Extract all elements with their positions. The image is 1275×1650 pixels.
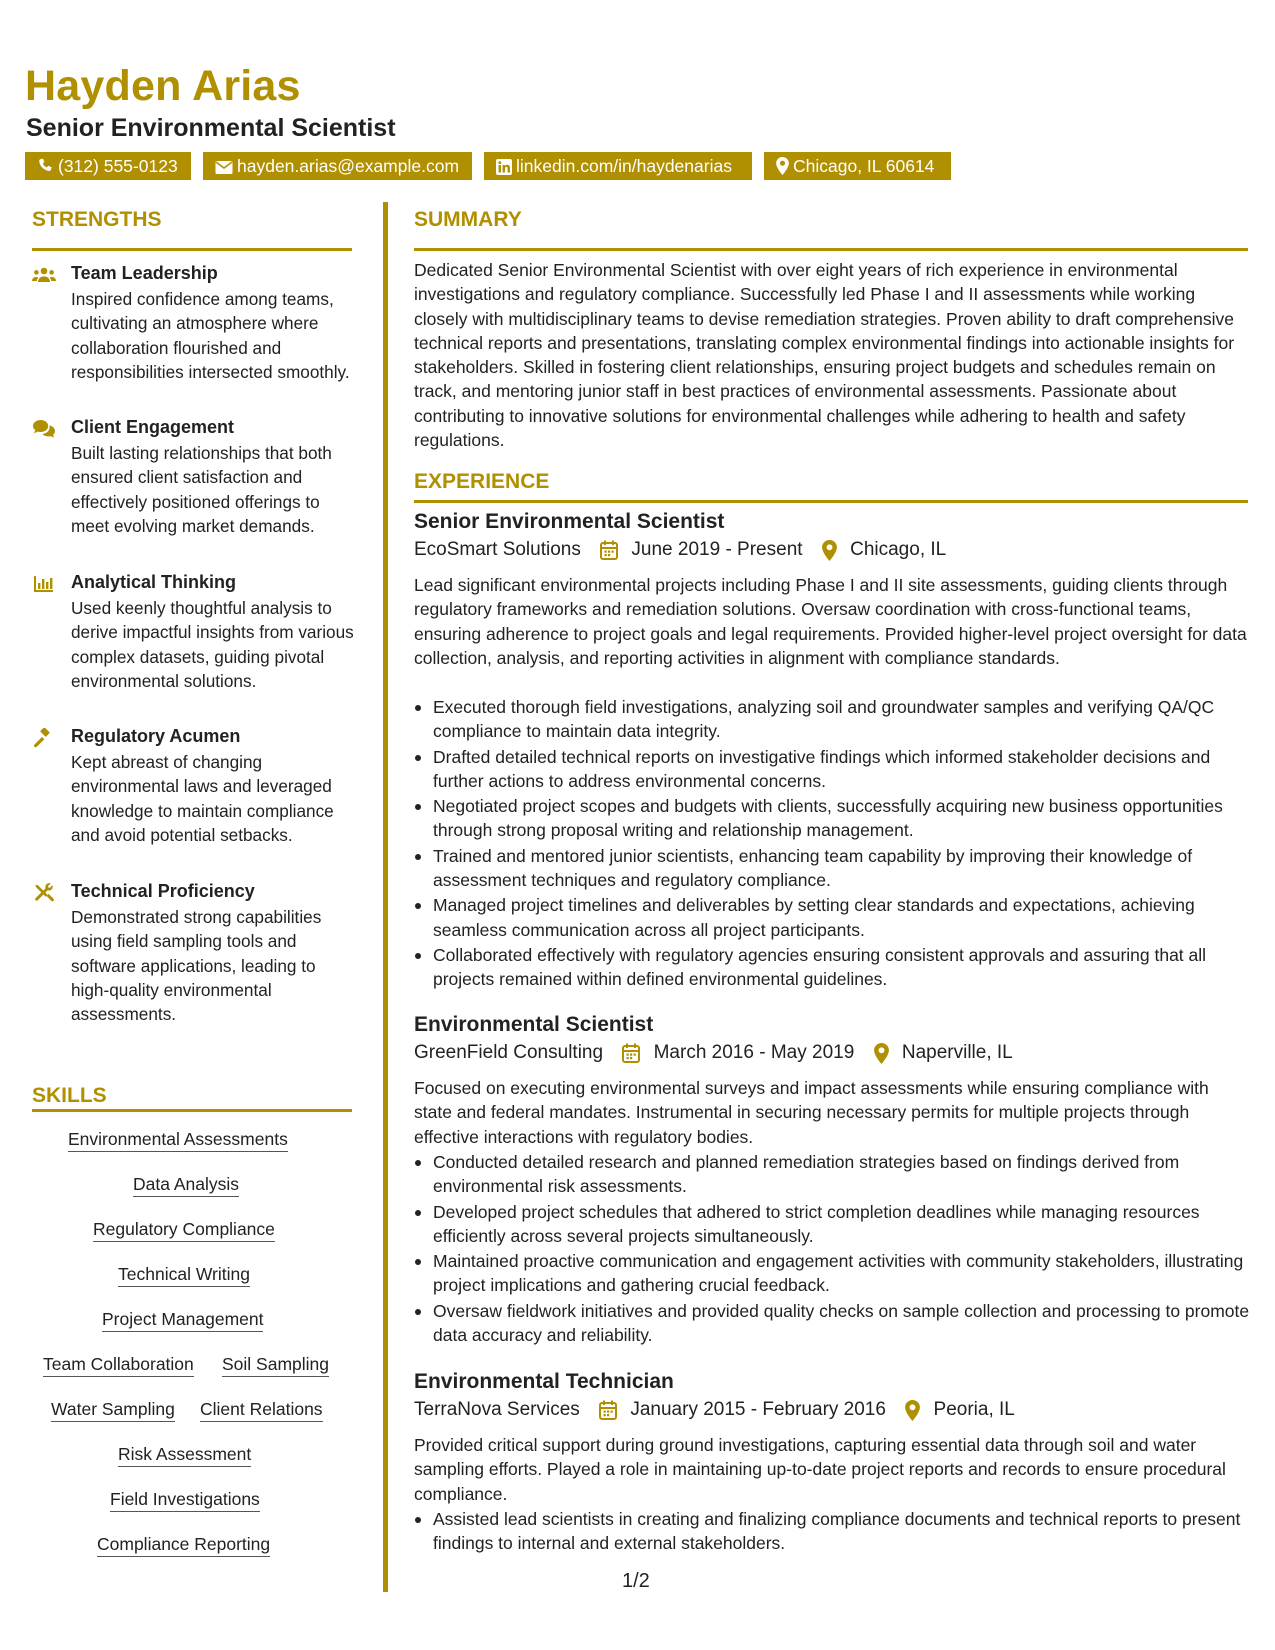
contact-linkedin-text: linkedin.com/in/haydenarias: [516, 156, 732, 176]
strength-title: Technical Proficiency: [71, 881, 255, 901]
skill-tag: Water Sampling: [51, 1399, 175, 1422]
job-location: Naperville, IL: [901, 1042, 1013, 1063]
strengths-rule: [32, 248, 352, 251]
contact-phone-text: (312) 555-0123: [58, 156, 178, 176]
map-pin-icon: [822, 540, 837, 561]
job-title: Environmental Scientist: [414, 1013, 654, 1036]
skill-tag: Project Management: [102, 1309, 263, 1332]
column-divider: [383, 202, 388, 1592]
experience-rule: [414, 500, 1248, 503]
skill-tag: Field Investigations: [110, 1489, 260, 1512]
job-bullet: Maintained proactive communication and engagement activities with community stakeholders, illustrating project implications and gathering crucial feedback.: [414, 1249, 1254, 1298]
experience-heading: EXPERIENCE: [414, 470, 550, 493]
job-company: EcoSmart Solutions: [414, 539, 581, 560]
skill-tag: Soil Sampling: [222, 1354, 329, 1377]
job-dates: March 2016 - May 2019: [653, 1042, 855, 1063]
strength-title: Team Leadership: [71, 263, 218, 283]
job-meta: [414, 539, 946, 567]
phone-icon: [37, 158, 54, 175]
contact-location: [764, 152, 951, 180]
job-bullet: Managed project timelines and deliverables by setting clear standards and expectations, achieving seamless communication across all project participants.: [414, 893, 1254, 942]
candidate-name: Hayden Arias: [25, 62, 301, 110]
job-meta: [414, 1042, 1013, 1070]
envelope-icon: [215, 160, 233, 175]
strength-description: Built lasting relationships that both ensured client satisfaction and effectively positioned offerings to meet evolving market demands.: [71, 443, 332, 536]
job-bullets: [414, 1150, 1254, 1348]
skill-tag: Team Collaboration: [43, 1354, 194, 1377]
job-bullet: Assisted lead scientists in creating and finalizing compliance documents and technical reports to present findings to internal and external stakeholders.: [414, 1507, 1254, 1556]
job-bullet: Oversaw fieldwork initiatives and provided quality checks on sample collection and processing to promote data accuracy and reliability.: [414, 1299, 1254, 1348]
skill-tag: Risk Assessment: [118, 1444, 251, 1467]
strength-description: Inspired confidence among teams, cultivating an atmosphere where collaboration flourished and responsibilities intersected smoothly.: [71, 289, 350, 382]
job-description: Provided critical support during ground investigations, capturing essential data through soil and water sampling efforts. Played a role in maintaining up-to-date project reports and records to ensure procedural compliance.: [414, 1435, 1226, 1504]
linkedin-icon: [496, 159, 512, 175]
skill-tag: Technical Writing: [118, 1264, 250, 1287]
contact-phone[interactable]: [25, 152, 191, 180]
job-dates: January 2015 - February 2016: [630, 1399, 886, 1420]
strengths-heading: STRENGTHS: [32, 208, 162, 231]
map-pin-icon: [905, 1400, 920, 1421]
job-bullets: [414, 1507, 1254, 1557]
job-dates: June 2019 - Present: [631, 539, 803, 560]
job-meta: [414, 1399, 1015, 1427]
page-number: 1/2: [622, 1570, 650, 1592]
job-bullet: Developed project schedules that adhered to strict completion deadlines while managing resources efficiently across several projects simultaneously.: [414, 1200, 1254, 1249]
summary-heading: SUMMARY: [414, 208, 522, 231]
skill-tag: Data Analysis: [133, 1174, 239, 1197]
job-description: Focused on executing environmental surveys and impact assessments while ensuring compliance with state and federal mandates. Instrumental in securing necessary permits for multiple projects through effective interactions with regulatory bodies.: [414, 1078, 1209, 1147]
skill-tag: Regulatory Compliance: [93, 1219, 275, 1242]
job-title: Environmental Technician: [414, 1370, 674, 1393]
contact-email[interactable]: [203, 152, 472, 180]
calendar-icon: [599, 1400, 617, 1420]
job-location: Chicago, IL: [850, 539, 947, 560]
job-bullet: Negotiated project scopes and budgets with clients, successfully acquiring new business opportunities through strong proposal writing and relationship management.: [414, 794, 1254, 843]
contact-location-text: Chicago, IL 60614: [793, 156, 935, 176]
strength-description: Demonstrated strong capabilities using field sampling tools and software applications, leading to high-quality environmental assessments.: [71, 907, 322, 1025]
skills-heading: SKILLS: [32, 1084, 107, 1107]
users-icon: [32, 265, 56, 285]
comments-icon: [32, 419, 56, 439]
summary-text: Dedicated Senior Environmental Scientist with over eight years of rich experience in environmental investigations and regulatory compliance. Successfully led Phase I and II assessments while working closely with multidisciplinary teams to devise remediation strategies. Proven ability to draft comprehensive technical reports and presentations, translating complex environmental findings into actionable insights for stakeholders. Skilled in fostering client relationships, ensuring project budgets and schedules remain on track, and mentoring junior staff in best practices of environmental assessments. Passionate about contributing to innovative solutions for environmental challenges while adhering to health and safety regulations.: [414, 260, 1235, 451]
calendar-icon: [622, 1043, 640, 1063]
bar-chart-icon: [32, 574, 56, 594]
skills-rule: [32, 1109, 352, 1112]
job-bullet: Collaborated effectively with regulatory agencies ensuring consistent approvals and assuring that all projects remained within defined environmental guidelines.: [414, 943, 1254, 992]
strength-description: Kept abreast of changing environmental laws and leveraged knowledge to maintain compliance and avoid potential setbacks.: [71, 752, 334, 845]
job-location: Peoria, IL: [933, 1399, 1015, 1420]
contact-linkedin[interactable]: [484, 152, 752, 180]
job-bullet: Trained and mentored junior scientists, enhancing team capability by improving their knowledge of assessment techniques and regulatory compliance.: [414, 844, 1254, 893]
job-description: Lead significant environmental projects including Phase I and II site assessments, guiding clients through regulatory frameworks and remediation solutions. Oversaw coordination with cross-functional teams, ensuring adherence to project goals and legal requirements. Provided higher-level project oversight for data collection, analysis, and reporting activities in alignment with compliance standards.: [414, 575, 1247, 668]
job-company: GreenField Consulting: [414, 1042, 604, 1063]
strength-title: Analytical Thinking: [71, 572, 237, 592]
map-pin-icon: [776, 157, 789, 175]
strength-description: Used keenly thoughtful analysis to derive impactful insights from various complex datasets, guiding pivotal environmental solutions.: [71, 598, 354, 691]
job-bullet: Conducted detailed research and planned remediation strategies based on findings derived from environmental risk assessments.: [414, 1150, 1254, 1199]
gavel-icon: [32, 728, 56, 748]
summary-rule: [414, 248, 1248, 251]
skill-tag: Environmental Assessments: [68, 1129, 288, 1152]
strength-title: Client Engagement: [71, 417, 235, 437]
job-bullet: Drafted detailed technical reports on investigative findings which informed stakeholder decisions and further actions to address environmental concerns.: [414, 745, 1254, 794]
tools-icon: [32, 883, 56, 903]
strength-title: Regulatory Acumen: [71, 726, 241, 746]
job-title: Senior Environmental Scientist: [414, 510, 725, 533]
candidate-role: Senior Environmental Scientist: [26, 114, 396, 142]
map-pin-icon: [874, 1043, 889, 1064]
job-company: TerraNova Services: [414, 1399, 580, 1420]
job-bullets: [414, 695, 1254, 993]
skill-tag: Client Relations: [200, 1399, 323, 1422]
job-bullet: Executed thorough field investigations, analyzing soil and groundwater samples and verifying QA/QC compliance to maintain data integrity.: [414, 695, 1254, 744]
skill-tag: Compliance Reporting: [97, 1534, 270, 1557]
contact-email-text: hayden.arias@example.com: [237, 156, 460, 176]
calendar-icon: [600, 540, 618, 560]
